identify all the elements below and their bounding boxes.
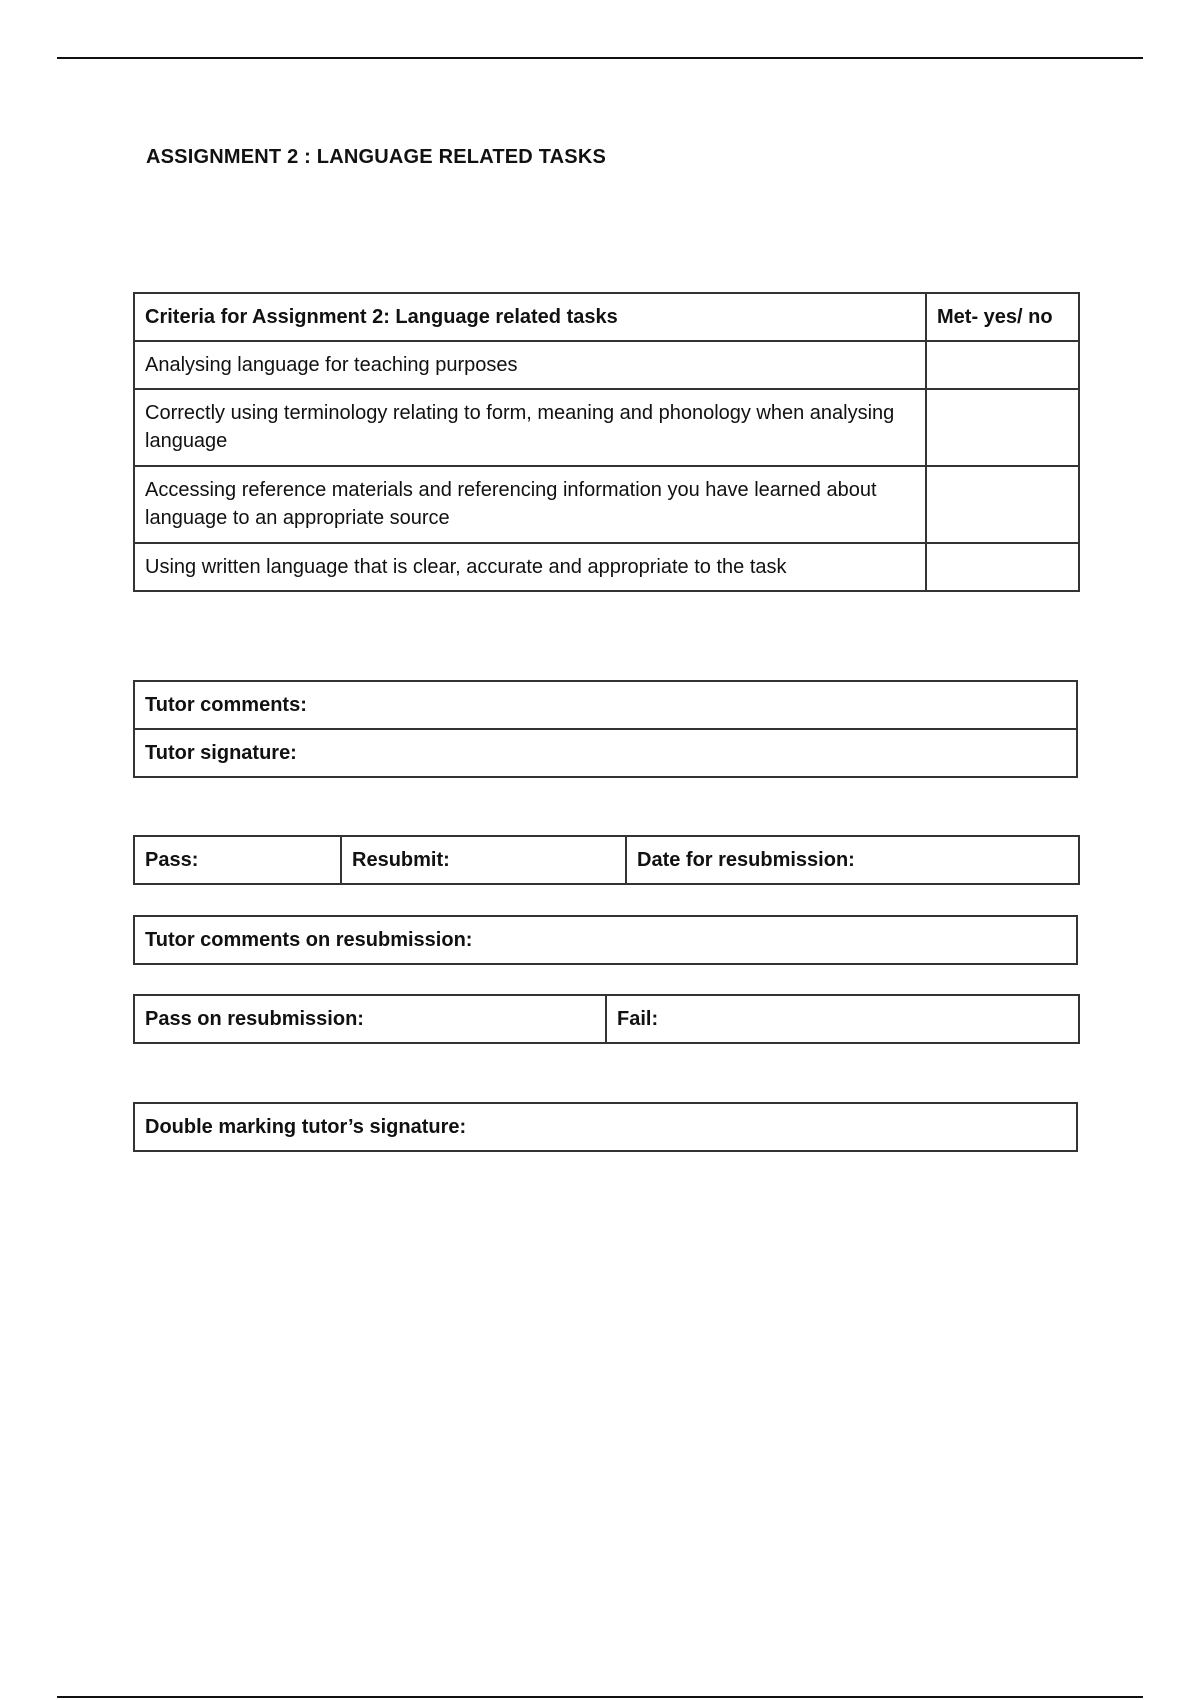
result-row [134,836,1079,884]
criteria-text: Using written language that is clear, accurate and appropriate to the task [134,543,926,591]
criteria-row [134,389,1079,466]
result-table [133,835,1080,885]
tutor-signature-field[interactable]: Tutor signature: [134,729,1077,777]
met-cell[interactable] [926,389,1079,466]
tutor-feedback-table [133,680,1078,778]
criteria-text: Accessing reference materials and referencing information you have learned about language to an appropriate source [134,466,926,543]
resubmission-comments-table [133,915,1078,965]
pass-on-resubmission-field[interactable]: Pass on resubmission: [134,995,606,1043]
met-cell[interactable] [926,543,1079,591]
criteria-text: Correctly using terminology relating to form, meaning and phonology when analysing language [134,389,926,466]
met-header: Met- yes/ no [926,293,1079,341]
pass-field[interactable]: Pass: [134,836,341,884]
header-rule [57,57,1143,59]
tutor-comments-row [134,681,1077,729]
criteria-header: Criteria for Assignment 2: Language related tasks [134,293,926,341]
met-cell[interactable] [926,341,1079,389]
double-marking-row [134,1103,1077,1151]
resubmission-comments-field[interactable]: Tutor comments on resubmission: [134,916,1077,964]
criteria-row [134,341,1079,389]
double-marking-table [133,1102,1078,1152]
criteria-row [134,543,1079,591]
tutor-signature-row [134,729,1077,777]
resubmission-comments-row [134,916,1077,964]
tutor-comments-field[interactable]: Tutor comments: [134,681,1077,729]
criteria-table [133,292,1080,592]
criteria-text: Analysing language for teaching purposes [134,341,926,389]
resubmission-result-table [133,994,1080,1044]
criteria-row [134,466,1079,543]
met-cell[interactable] [926,466,1079,543]
double-marking-signature-field[interactable]: Double marking tutor’s signature: [134,1103,1077,1151]
resubmission-result-row [134,995,1079,1043]
criteria-header-row [134,293,1079,341]
footer-rule [57,1696,1143,1698]
document-title: ASSIGNMENT 2 : LANGUAGE RELATED TASKS [146,146,607,168]
fail-field[interactable]: Fail: [606,995,1079,1043]
resubmit-field[interactable]: Resubmit: [341,836,626,884]
resubmission-date-field[interactable]: Date for resubmission: [626,836,1079,884]
